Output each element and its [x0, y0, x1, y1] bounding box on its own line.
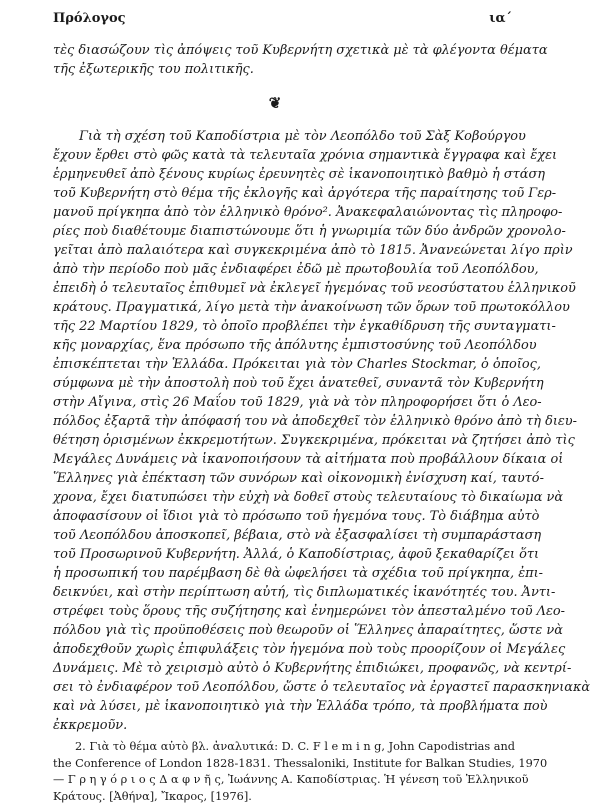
text-line: στρέφει τοὺς ὅρους τῆς συζήτησης καὶ ἐνημερώνει τὸν ἀπεσταλμένο τοῦ Λεο-: [53, 602, 512, 621]
text-line: τῆς 22 Μαρτίου 1829, τὸ ὁποῖο προβλέπει τὴν ἐγκαθίδρυση τῆς συνταγματι-: [53, 317, 512, 336]
text-line: ἀπὸ τὴν περίοδο ποὺ μᾶς ἐνδιαφέρει ἐδῶ μὲ πρωτοβουλία τοῦ Λεοπόλδου,: [53, 260, 512, 279]
text-line: κράτους. Πραγματικά, λίγο μετὰ τὴν ἀνακοίνωση τῶν ὅρων τοῦ πρωτοκόλλου: [53, 298, 512, 317]
footnote-line: the Conference of London 1828-1831. Thessaloniki, Institute for Balkan Studies, 1970: [53, 756, 512, 773]
text-line: ἔχουν ἔρθει στὸ φῶς κατὰ τὰ τελευταῖα χρόνια σημαντικὰ ἔγγραφα καὶ ἔχει: [53, 146, 512, 165]
text-line: πόλδος ἐξαρτᾶ τὴν ἀπόφασή του νὰ ἀποδεχθεῖ τὸν ἑλληνικὸ θρόνο ἀπὸ τὴ διευ-: [53, 412, 512, 431]
running-title: Πρόλογος: [53, 11, 126, 26]
text-line: κῆς μοναρχίας, ἕνα πρόσωπο τῆς ἀπόλυτης ἐμπιστοσύνης τοῦ Λεοπόλδου: [53, 336, 512, 355]
text-line: ἀποδεχθοῦν χωρὶς ἐπιφυλάξεις τὸν ἡγεμόνα ποὺ τοὺς προορίζουν οἱ Μεγάλες: [53, 640, 512, 659]
text-line: χρονα, ἔχει διατυπώσει τὴν εὐχὴ νὰ δοθεῖ στοὺς τελευταίους τὸ δικαίωμα νὰ: [53, 488, 512, 507]
text-line: πόλδου γιὰ τὶς προϋποθέσεις ποὺ θεωροῦν οἱ Ἕλληνες ἀπαραίτητες, ὥστε νὰ: [53, 621, 512, 640]
text-line: σει τὸ ἐνδιαφέρον τοῦ Λεοπόλδου, ὥστε ὁ τελευταῖος νὰ ἐργαστεῖ παρασκηνιακὰ: [53, 678, 512, 697]
text-line: τοῦ Κυβερνήτη στὸ θέμα τῆς ἐκλογῆς καὶ ἀργότερα τῆς παραίτησης τοῦ Γερ-: [53, 184, 512, 203]
text-line: ρίες ποὺ διαθέτουμε διαπιστώνουμε ὅτι ἡ γνωριμία τῶν δύο ἀνδρῶν χρονολο-: [53, 222, 512, 241]
section-ornament-icon: ❦: [0, 94, 550, 112]
text-line: στὴν Αἴγινα, στὶς 26 Μαΐου τοῦ 1829, γιὰ νὰ τὸν πληροφορήσει ὅτι ὁ Λεο-: [53, 393, 512, 412]
text-line: τοῦ Λεοπόλδου ἀποσκοπεῖ, βέβαια, στὸ νὰ ἐξασφαλίσει τὴ συμπαράσταση: [53, 526, 512, 545]
text-line: σύμφωνα μὲ τὴν ἀποστολὴ ποὺ τοῦ ἔχει ἀνατεθεῖ, συναντᾶ τὸν Κυβερνήτη: [53, 374, 512, 393]
text-line: Γιὰ τὴ σχέση τοῦ Καποδίστρια μὲ τὸν Λεοπόλδο τοῦ Σὰξ Κοβούργου: [53, 127, 512, 146]
text-line: γεῖται ἀπὸ παλαιότερα καὶ συγκεκριμένα ἀπὸ τὸ 1815. Ἀνανεώνεται λίγο πρὶν: [53, 241, 512, 260]
text-line: τοῦ Προσωρινοῦ Κυβερνήτη. Ἀλλά, ὁ Καποδίστριας, ἀφοῦ ξεκαθαρίζει ὅτι: [53, 545, 512, 564]
paragraph-continuation: [53, 41, 512, 79]
text-line: ἀποφασίσουν οἱ ἴδιοι γιὰ τὸ πρόσωπο τοῦ ἡγεμόνα τους. Τὸ διάβημα αὐτὸ: [53, 507, 512, 526]
text-line: μανοῦ πρίγκηπα ἀπὸ τὸν ἑλληνικὸ θρόνο². Ἀνακεφαλαιώνοντας τὶς πληροφο-: [53, 203, 512, 222]
page-number: ια΄: [489, 11, 512, 26]
text-line: Δυνάμεις. Μὲ τὸ χειρισμὸ αὐτὸ ὁ Κυβερνήτης ἐπιδιώκει, προφανῶς, νὰ κεντρί-: [53, 659, 512, 678]
text-line: καὶ νὰ λύσει, μὲ ἱκανοποιητικὸ γιὰ τὴν Ἑλλάδα τρόπο, τὰ προβλήματα ποὺ: [53, 697, 512, 716]
text-line: δεικνύει, καὶ στὴν περίπτωση αὐτή, τὶς διπλωματικές ἱκανότητές του. Ἀντι-: [53, 583, 512, 602]
footnote-line: 2. Γιὰ τὸ θέμα αὐτὸ βλ. ἀναλυτικά: D. C. F l e m i n g, John Capodistrias and: [53, 739, 512, 756]
text-line: ἡ προσωπική του παρέμβαση δὲ θὰ ὠφελήσει τὰ σχέδια τοῦ πρίγκηπα, ἐπι-: [53, 564, 512, 583]
text-line: τὲς διασώζουν τὶς ἀπόψεις τοῦ Κυβερνήτη σχετικὰ μὲ τὰ φλέγοντα θέματα: [53, 41, 512, 60]
main-paragraph: [53, 127, 512, 735]
footnote-line: — Γ ρ η γ ό ρ ι ο ς Δ α φ ν ῆ ς, Ἰωάννης Α. Καποδίστριας. Ἡ γένεση τοῦ Ἑλληνικοῦ: [53, 772, 512, 789]
text-line: ἑρμηνευθεῖ ἀπὸ ξένους κυρίως ἐρευνητὲς σὲ ἱκανοποιητικὸ βαθμὸ ἡ στάση: [53, 165, 512, 184]
text-line: τῆς ἐξωτερικῆς του πολιτικῆς.: [53, 60, 512, 79]
text-line: Μεγάλες Δυνάμεις νὰ ἱκανοποιήσουν τὰ αἰτήματα ποὺ προβάλλουν δίκαια οἱ: [53, 450, 512, 469]
text-line: θέτηση ὁρισμένων ἐκκρεμοτήτων. Συγκεκριμένα, πρόκειται νὰ ζητήσει ἀπὸ τὶς: [53, 431, 512, 450]
text-line: Ἕλληνες γιὰ ἐπέκταση τῶν συνόρων καὶ οἰκονομικὴ ἐνίσχυση καί, ταυτό-: [53, 469, 512, 488]
footnote-line: Κράτους. [Ἀθήνα], Ἴκαρος, [1976].: [53, 789, 512, 805]
footnote: [53, 739, 512, 805]
text-line: ἐπισκέπτεται τὴν Ἑλλάδα. Πρόκειται γιὰ τὸν Charles Stockmar, ὁ ὁποῖος,: [53, 355, 512, 374]
text-line: ἐκκρεμοῦν.: [53, 716, 512, 735]
text-line: ἐπειδὴ ὁ τελευταῖος ἐπιθυμεῖ νὰ ἐκλεγεῖ ἡγεμόνας τοῦ νεοσύστατου ἑλληνικοῦ: [53, 279, 512, 298]
